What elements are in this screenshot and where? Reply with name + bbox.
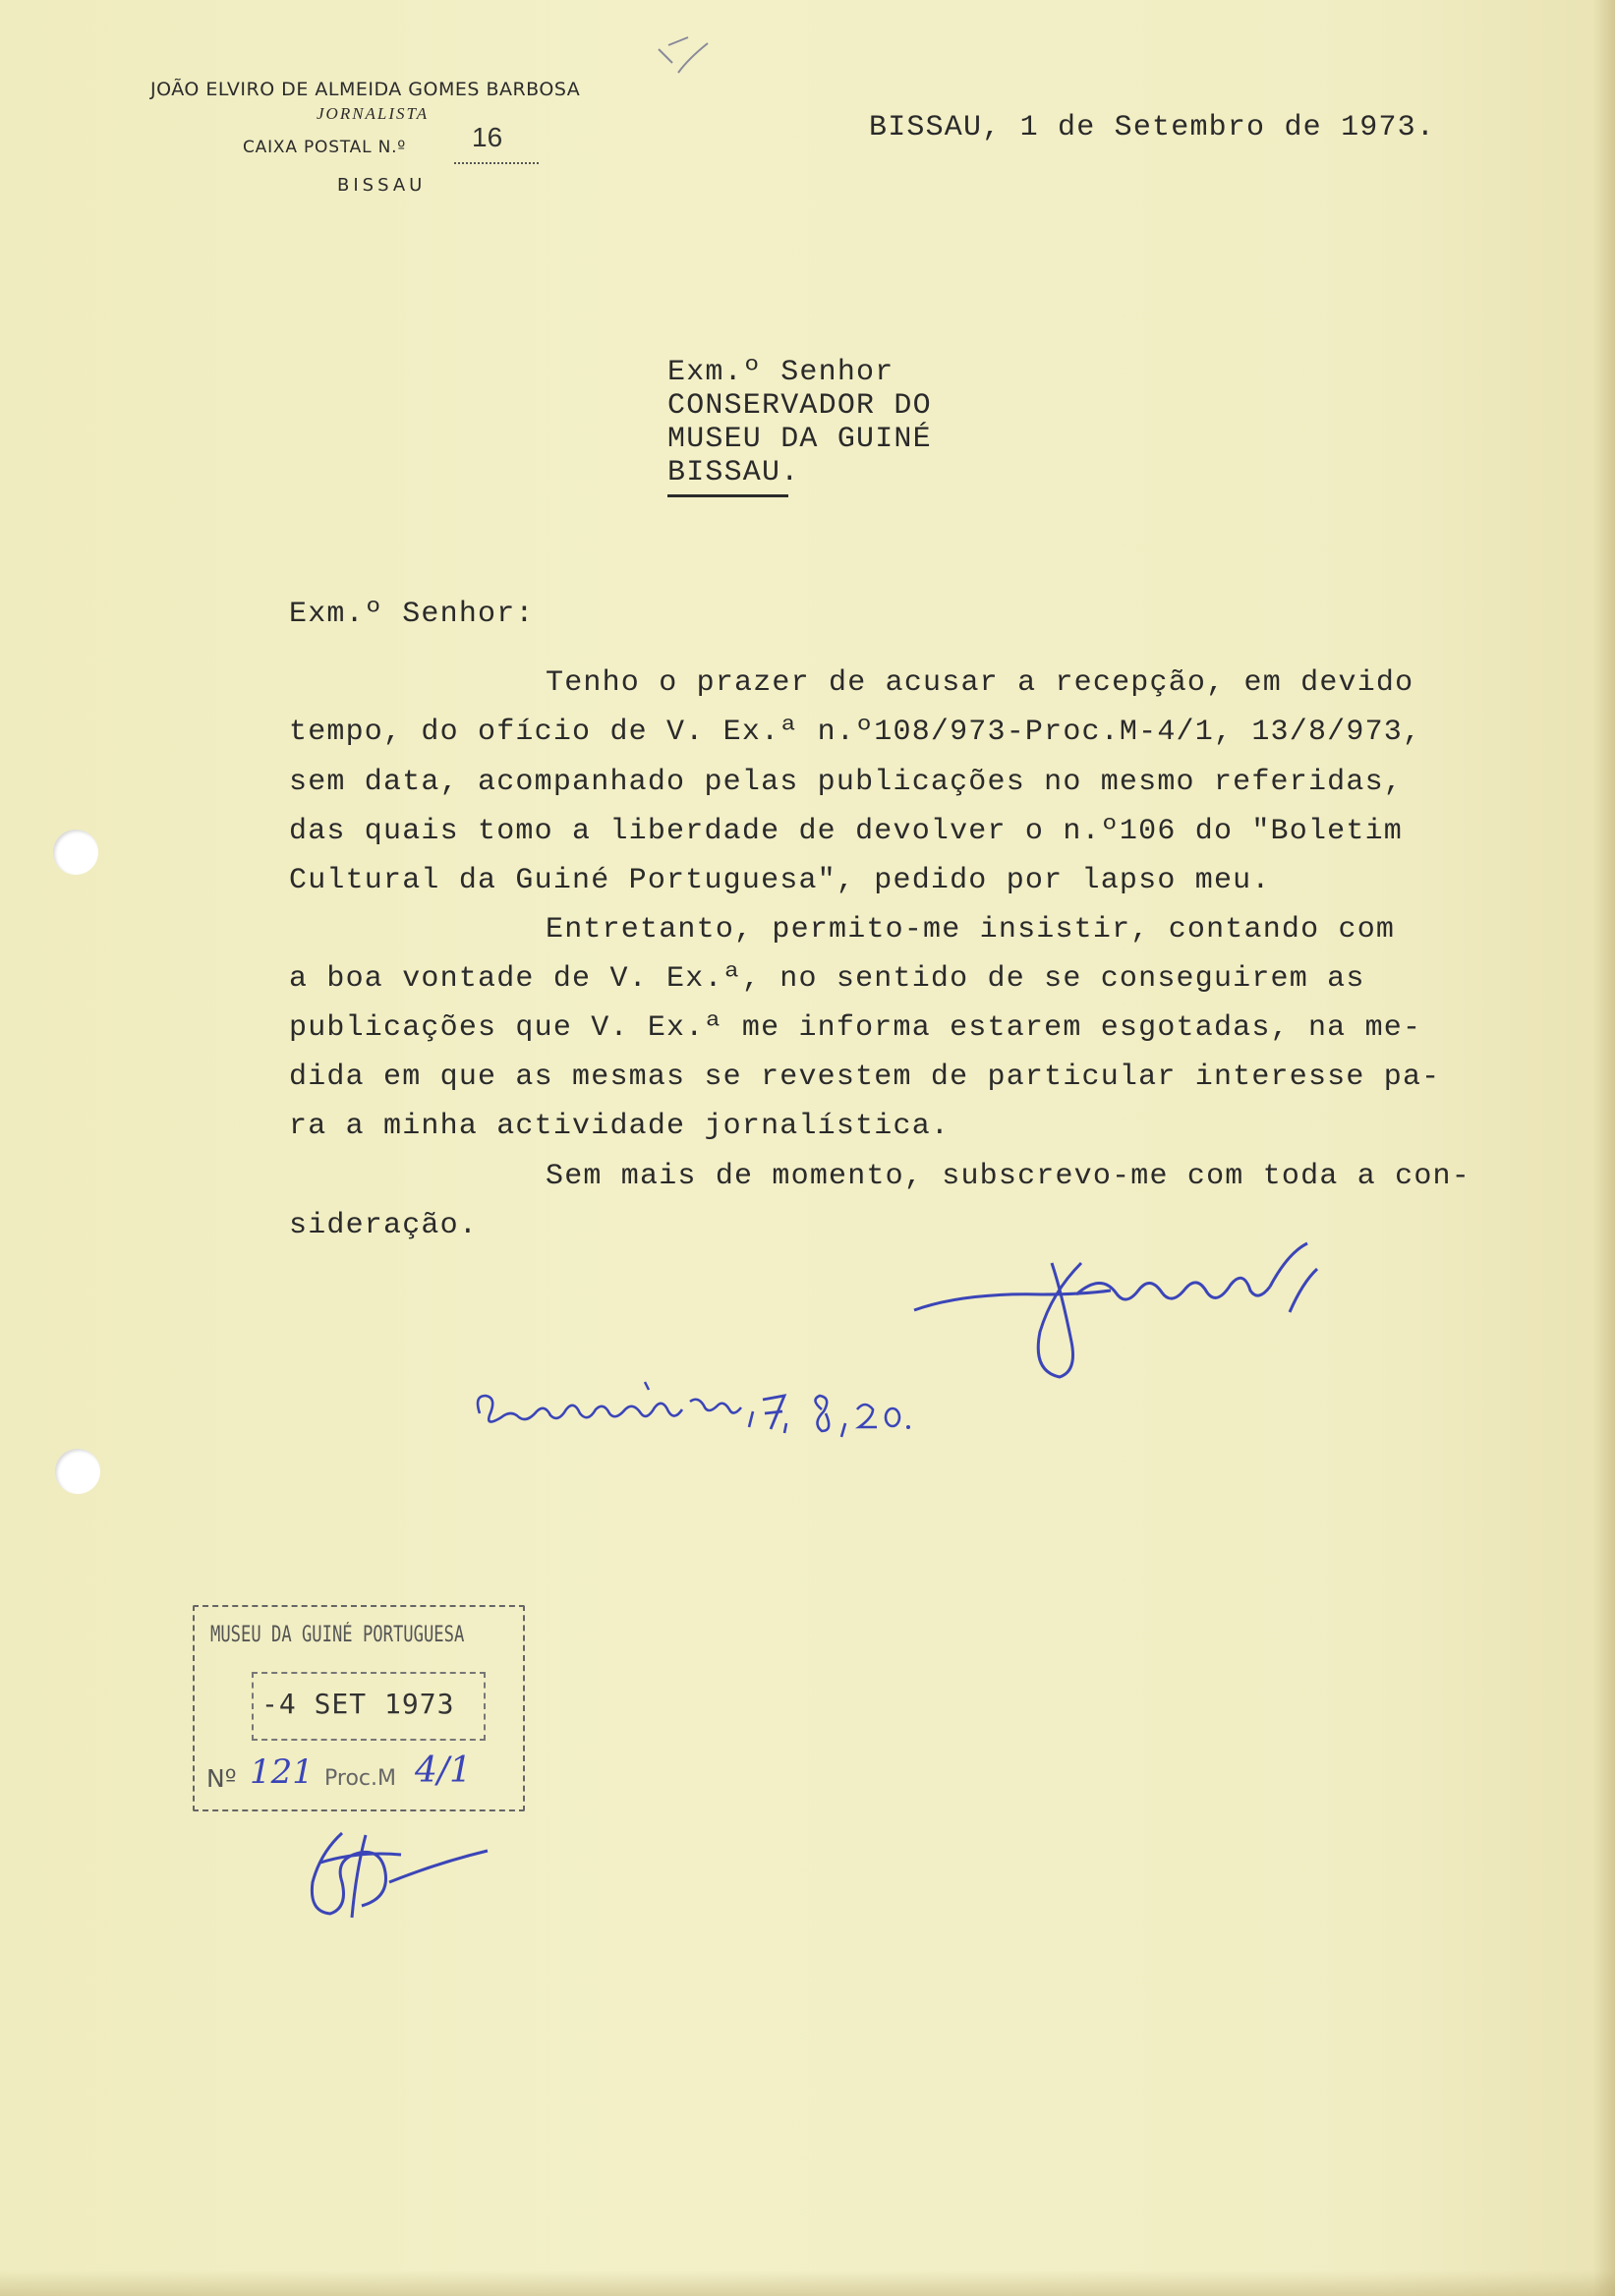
museum-stamp xyxy=(193,1597,525,1817)
body-line: publicações que V. Ex.ª me informa estarem esgotadas, na me- xyxy=(289,1011,1422,1045)
stamp-number-label: Nº xyxy=(206,1764,237,1793)
salutation: Exm.º Senhor: xyxy=(289,598,535,631)
body-line: das quais tomo a liberdade de devolver o n.º106 do "Boletim xyxy=(289,815,1403,848)
stamp-number: 121 xyxy=(250,1752,314,1792)
letterhead-dotted-line xyxy=(454,162,539,164)
addressee-underline xyxy=(667,494,788,497)
body-line: a boa vontade de V. Ex.ª, no sentido de se conseguirem as xyxy=(289,962,1365,996)
stamp-proc-label: Proc.M xyxy=(324,1766,396,1791)
addressee-line: MUSEU DA GUINÉ xyxy=(667,423,932,456)
letterhead-box-label: CAIXA POSTAL N.º xyxy=(243,138,407,157)
body-line: dida em que as mesmas se revestem de particular interesse pa- xyxy=(289,1061,1441,1094)
addressee-line: CONSERVADOR DO xyxy=(667,389,932,423)
addressee-line: Exm.º Senhor xyxy=(667,356,894,389)
stamp-date: -4 SET 1973 xyxy=(261,1688,455,1720)
addressee-line: BISSAU. xyxy=(667,456,800,489)
paper-edge-bottom xyxy=(0,2270,1615,2296)
letterhead-title: JORNALISTA xyxy=(317,104,430,123)
body-line: Entretanto, permito-me insistir, contando com xyxy=(546,913,1396,947)
letterhead-name: JOÃO ELVIRO DE ALMEIDA GOMES BARBOSA xyxy=(150,79,581,100)
punch-hole-bottom xyxy=(55,1449,100,1494)
letter-date: BISSAU, 1 de Setembro de 1973. xyxy=(869,111,1436,144)
body-line: Cultural da Guiné Portuguesa", pedido por lapso meu. xyxy=(289,864,1271,897)
letterhead-city: BISSAU xyxy=(337,175,427,196)
handwritten-initials xyxy=(291,1823,507,1931)
letterhead-box-number: 16 xyxy=(472,122,503,152)
stamp-institution: MUSEU DA GUINÉ PORTUGUESA xyxy=(210,1623,465,1647)
signature xyxy=(904,1234,1396,1391)
body-line: Sem mais de momento, subscrevo-me com toda a con- xyxy=(546,1160,1471,1193)
body-line: ra a minha actividade jornalística. xyxy=(289,1110,951,1143)
stamp-proc-number: 4/1 xyxy=(415,1751,472,1791)
body-line: tempo, do ofício de V. Ex.ª n.º108/973-Proc.M-4/1, 13/8/973, xyxy=(289,716,1422,749)
body-line: Tenho o prazer de acusar a recepção, em devido xyxy=(546,666,1414,700)
body-line: sem data, acompanhado pelas publicações no mesmo referidas, xyxy=(289,766,1403,799)
body-line: sideração. xyxy=(289,1209,479,1242)
paper-edge-right xyxy=(1593,0,1615,2296)
punch-hole-top xyxy=(53,830,98,875)
pencil-mark xyxy=(649,29,718,88)
handwritten-note xyxy=(472,1366,953,1445)
